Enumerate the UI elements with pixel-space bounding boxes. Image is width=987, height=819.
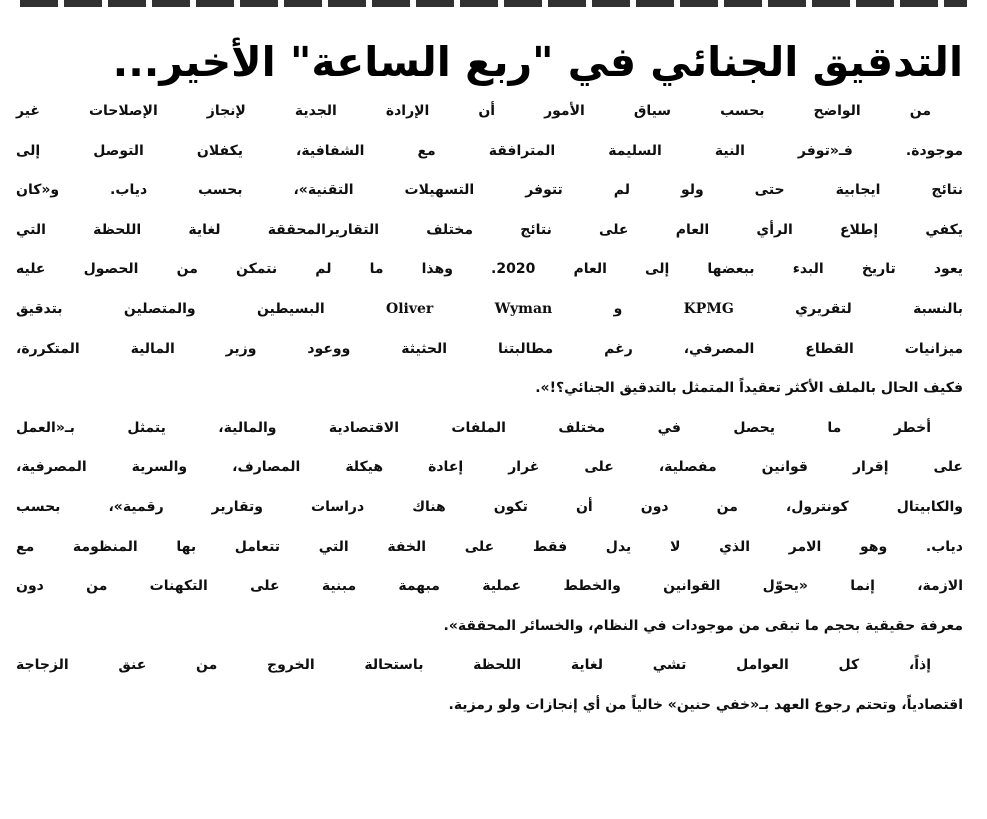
paragraph-2-line-5: الازمة، إنما «يحوّل القوانين والخطط عملية مبهمة مبنية على التكهنات من دون (16, 578, 963, 595)
article-headline: التدقيق الجنائي في "ربع الساعة" الأخير... (112, 38, 963, 86)
reports-line-end: البسيطين والمتصلين بتدقيق (16, 300, 325, 317)
paragraph-2-line-4: دياب. وهو الامر الذي لا يدل فقط على الخفة التي تتعامل بها المنظومة مع (16, 538, 963, 555)
paragraph-2-line-1: أخطر ما يحصل في مختلف الملفات الاقتصادية والمالية، يتمثل بـ«العمل (16, 419, 931, 436)
cropped-previous-text-rule (20, 0, 967, 7)
paragraph-1-line-8: فكيف الحال بالملف الأكثر تعقيداً المتمثل بالتدقيق الجنائي؟!». (535, 380, 963, 397)
reports-line-conjunction: و (613, 300, 623, 317)
paragraph-1-line-2: موجودة. فـ«توفر النية السليمة المترافقة مع الشفافية، يكفلان التوصل إلى (16, 142, 963, 159)
paragraph-3-line-1: إذاً، كل العوامل تشي لغاية اللحظة باستحالة الخروج من عنق الزجاجة (16, 657, 931, 674)
article-body (16, 92, 963, 726)
paragraph-1-line-6-reports (16, 290, 963, 330)
paragraph-1-line-1: من الواضح بحسب سياق الأمور أن الإرادة الجدية لإنجاز الإصلاحات غير (16, 103, 931, 119)
oliver-wyman-name: Oliver Wyman (386, 300, 553, 317)
paragraph-2-line-6: معرفة حقيقية بحجم ما تبقى من موجودات في النظام، والخسائر المحققة». (443, 617, 963, 634)
kpmg-name: KPMG (683, 300, 734, 317)
paragraph-1-line-5: يعود تاريخ البدء ببعضها إلى العام 2020. وهذا ما لم نتمكن من الحصول عليه (16, 261, 963, 278)
paragraph-2-line-2: على إقرار قوانين مفصلية، على غرار إعادة هيكلة المصارف، والسرية المصرفية، (16, 459, 963, 476)
reports-line-start: بالنسبة لتقريري (795, 300, 964, 317)
paragraph-1-line-7: ميزانيات القطاع المصرفي، رغم مطالبتنا الحثيثة ووعود وزير المالية المتكررة، (16, 340, 963, 357)
paragraph-2-line-3: والكابيتال كونترول، من دون أن تكون هناك دراسات وتقارير رقمية»، بحسب (16, 498, 963, 515)
paragraph-3-line-2: اقتصادياً، وتحتم رجوع العهد بـ«خفي حنين» خالياً من أي إنجازات ولو رمزية. (448, 696, 963, 713)
paragraph-1-line-3: نتائج ايجابية حتى ولو لم تتوفر التسهيلات التقنية»، بحسب دياب. و«كان (16, 182, 963, 199)
paragraph-1-line-4: يكفي إطلاع الرأي العام على نتائج مختلف التقاريرالمحققة لغاية اللحظة التي (16, 221, 963, 238)
